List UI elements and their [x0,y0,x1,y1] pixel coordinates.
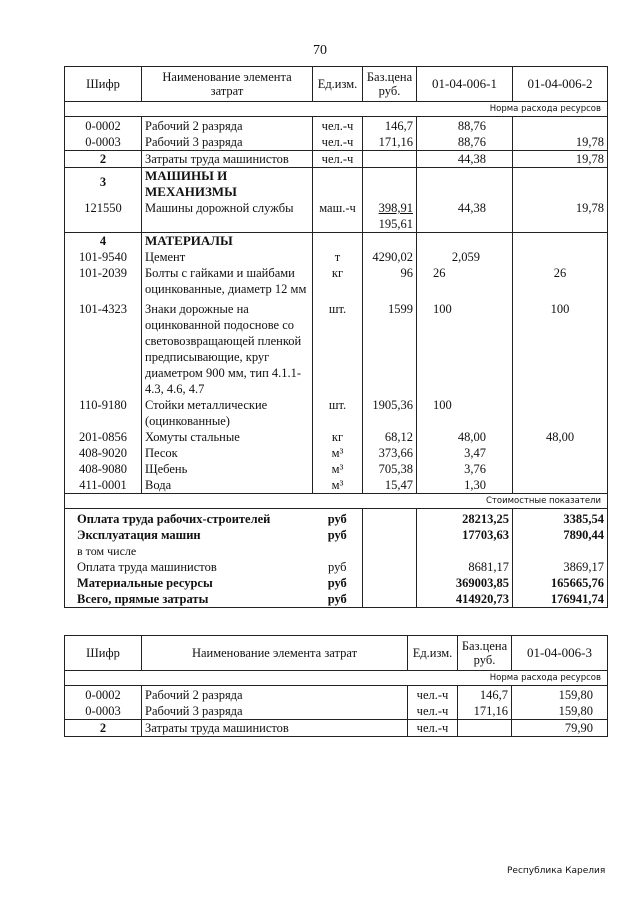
total-name: Эксплуатация машин [65,527,313,543]
row-value-2 [513,117,608,135]
row-unit: шт. [313,397,363,429]
section-row [65,168,608,201]
row-price: 705,38 [363,461,417,477]
row-unit: чел.-ч [313,117,363,135]
page-number: 70 [313,43,327,58]
row-price: 68,12 [363,429,417,445]
header-base-price: Баз.цена руб. [458,636,512,671]
row-value-2 [513,445,608,461]
row-name: Рабочий 3 разряда [142,134,313,151]
row-value-2: 19,78 [513,200,608,233]
table-row [65,686,608,704]
row-value-2: 26 [513,265,608,297]
row-price: 146,7 [363,117,417,135]
total-unit: руб [313,527,363,543]
total-name: Оплата труда машинистов [65,559,313,575]
total-value-2: 3869,17 [513,559,608,575]
row-price: 1599 [363,297,417,397]
row-unit: шт. [313,297,363,397]
row-value-1: 26 [417,265,513,297]
row-code: 411-0001 [65,477,142,494]
row-name: Рабочий 3 разряда [142,703,408,720]
row-code: 101-4323 [65,297,142,397]
table-row [65,397,608,429]
row-value-1: 44,38 [417,151,513,168]
row-unit: маш.-ч [313,200,363,233]
row-unit: чел.-ч [408,686,458,704]
row-unit: чел.-ч [313,134,363,151]
row-code: 0-0002 [65,117,142,135]
row-value-1: 88,76 [417,134,513,151]
table-row [65,151,608,168]
total-unit: руб [313,559,363,575]
row-value-1: 100 [417,397,513,429]
table-header-row [65,636,608,671]
row-code: 101-9540 [65,249,142,265]
header-code: Шифр [65,67,142,102]
row-unit: чел.-ч [408,703,458,720]
row-value-2: 19,78 [513,151,608,168]
total-name: в том числе [65,543,313,559]
row-code: 0-0003 [65,703,142,720]
total-value-1: 28213,25 [417,509,513,528]
row-unit: кг [313,429,363,445]
section-norm-label: Норма расхода ресурсов [65,102,608,117]
total-name: Всего, прямые затраты [65,591,313,608]
total-value-2 [513,543,608,559]
row-code: 101-2039 [65,265,142,297]
total-value-1: 8681,17 [417,559,513,575]
table-row [65,297,608,397]
row-unit: т [313,249,363,265]
section-code: 4 [65,233,142,250]
row-value-1: 2,059 [417,249,513,265]
total-unit [313,543,363,559]
header-name: Наименование элемента затрат [142,636,408,671]
header-col2: 01-04-006-2 [513,67,608,102]
row-price: 171,16 [363,134,417,151]
total-unit: руб [313,591,363,608]
row-name: Затраты труда машинистов [142,720,408,737]
totals-row [65,575,608,591]
total-value-1 [417,543,513,559]
table-row [65,720,608,737]
row-code: 0-0003 [65,134,142,151]
row-name: Хомуты стальные [142,429,313,445]
table-row [65,703,608,720]
row-value-1: 159,80 [512,703,608,720]
total-value-1: 414920,73 [417,591,513,608]
table-header-row [65,67,608,102]
row-price: 15,47 [363,477,417,494]
section-row [65,233,608,250]
row-price: 171,16 [458,703,512,720]
table-row [65,249,608,265]
row-price-secondary: 195,61 [378,217,413,231]
row-name: Рабочий 2 разряда [142,117,313,135]
total-unit: руб [313,509,363,528]
row-value-2: 100 [513,297,608,397]
header-col1: 01-04-006-1 [417,67,513,102]
total-name: Оплата труда рабочих-строителей [65,509,313,528]
totals-row [65,591,608,608]
row-value-1: 100 [417,297,513,397]
row-value-1: 79,90 [512,720,608,737]
row-name: Щебень [142,461,313,477]
section-title: МАТЕРИАЛЫ [142,233,313,250]
row-name: Стойки металлические (оцинкованные) [142,397,313,429]
row-unit: чел.-ч [313,151,363,168]
row-price: 146,7 [458,686,512,704]
total-value-2: 7890,44 [513,527,608,543]
row-name: Машины дорожной службы [142,200,313,233]
row-price: 96 [363,265,417,297]
row-code: 2 [65,151,142,168]
table-row [65,429,608,445]
row-value-2 [513,249,608,265]
row-unit: м³ [313,477,363,494]
table-row [65,265,608,297]
row-value-2 [513,397,608,429]
header-name: Наименование элемента затрат [142,67,313,102]
section-code: 3 [65,168,142,201]
table-row [65,477,608,494]
table-row [65,461,608,477]
totals-row [65,559,608,575]
table-row [65,445,608,461]
total-value-1: 369003,85 [417,575,513,591]
total-name: Материальные ресурсы [65,575,313,591]
row-value-1: 88,76 [417,117,513,135]
row-price: 373,66 [363,445,417,461]
header-code: Шифр [65,636,142,671]
row-code: 408-9080 [65,461,142,477]
header-col1: 01-04-006-3 [512,636,608,671]
total-value-1: 17703,63 [417,527,513,543]
section-cost-label: Стоимостные показатели [65,494,608,509]
section-norm-label: Норма расхода ресурсов [65,671,608,686]
row-unit: м³ [313,445,363,461]
row-value-1: 48,00 [417,429,513,445]
resource-table-2 [64,635,608,737]
row-value-1: 1,30 [417,477,513,494]
row-code: 0-0002 [65,686,142,704]
total-value-2: 3385,54 [513,509,608,528]
table-row [65,117,608,135]
resource-table-1 [64,66,608,608]
row-name: Песок [142,445,313,461]
row-value-2 [513,477,608,494]
row-value-2: 48,00 [513,429,608,445]
row-value-2: 19,78 [513,134,608,151]
row-value-1: 44,38 [417,200,513,233]
row-price: 398,91 [378,201,413,215]
row-name: Затраты труда машинистов [142,151,313,168]
total-value-2: 165665,76 [513,575,608,591]
row-name: Цемент [142,249,313,265]
footer-region: Республика Карелия [507,866,606,876]
row-name: Вода [142,477,313,494]
totals-row [65,527,608,543]
row-price [363,151,417,168]
header-unit: Ед.изм. [313,67,363,102]
row-code: 408-9020 [65,445,142,461]
row-value-1: 3,47 [417,445,513,461]
section-title: МАШИНЫ И МЕХАНИЗМЫ [142,168,313,201]
row-code: 201-0856 [65,429,142,445]
row-value-2 [513,461,608,477]
header-base-price: Баз.цена руб. [363,67,417,102]
row-unit: кг [313,265,363,297]
header-unit: Ед.изм. [408,636,458,671]
total-unit: руб [313,575,363,591]
row-code: 121550 [65,200,142,233]
totals-row [65,509,608,528]
totals-row [65,543,608,559]
row-name: Болты с гайками и шайбами оцинкованные, диаметр 12 мм [142,265,313,297]
row-value-1: 159,80 [512,686,608,704]
row-name: Рабочий 2 разряда [142,686,408,704]
row-code: 2 [65,720,142,737]
row-value-1: 3,76 [417,461,513,477]
row-unit: м³ [313,461,363,477]
row-price [458,720,512,737]
total-value-2: 176941,74 [513,591,608,608]
table-row [65,200,608,233]
row-code: 110-9180 [65,397,142,429]
row-price: 4290,02 [363,249,417,265]
row-name: Знаки дорожные на оцинкованной подоснове со световозвращающей пленкой предписывающие, круг диаметром 900 мм, тип 4.1.1-4.3, 4.6, 4.7 [142,297,313,397]
row-price: 1905,36 [363,397,417,429]
row-unit: чел.-ч [408,720,458,737]
table-row [65,134,608,151]
